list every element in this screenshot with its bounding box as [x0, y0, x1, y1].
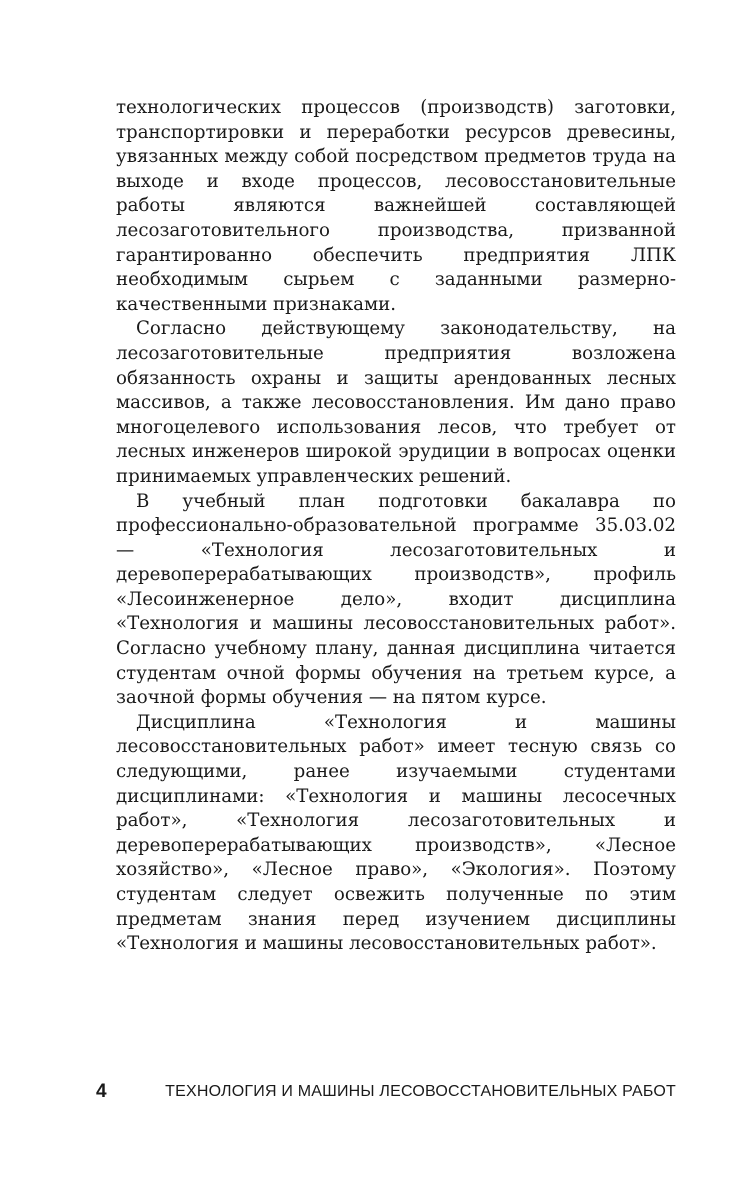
- page-footer: [96, 1078, 676, 1106]
- body-text: [116, 96, 676, 957]
- page-number: 4: [96, 1081, 107, 1102]
- running-head: ТЕХНОЛОГИЯ И МАШИНЫ ЛЕСОВОССТАНОВИТЕЛЬНЫХ РАБОТ: [165, 1083, 676, 1100]
- paragraph-continuation: технологических процессов (производств) заготовки, транспортировки и переработки ресурсов древесины, увязанных между собой посредством предметов труда на выходе и входе процессов, лесовосстановительные работы являются важнейшей составляющей лесозаготовительного производства, призванной гарантированно обеспечить предприятия ЛПК необходимым сырьем с заданными размерно-качественными признаками.: [116, 97, 676, 315]
- paragraph-related-disciplines: Дисциплина «Технология и машины лесовосстановительных работ» имеет тесную связь со следующими, ранее изучаемыми студентами дисциплинами: «Технология и машины лесосечных работ», «Технология лесозаготовительных и деревоперерабатывающих производств», «Лесное хозяйство», «Лесное право», «Экология». Поэтому студентам следует освежить полученные по этим предметам знания перед изучением дисциплины «Технология и машины лесовосстановительных работ».: [116, 711, 676, 955]
- paragraph-curriculum: В учебный план подготовки бакалавра по профессионально-образовательной программе 35.03.02 — «Технология лесозаготовительных и деревоперерабатывающих производств», профиль «Лесоинженерное дело», входит дисциплина «Технология и машины лесовосстановительных работ». Согласно учебному плану, данная дисциплина читается студентам очной формы обучения на третьем курсе, а заочной формы обучения — на пятом курсе.: [116, 490, 676, 709]
- paragraph-legislation: Согласно действующему законодательству, на лесозаготовительные предприятия возложена обязанность охраны и защиты арендованных лесных массивов, а также лесовосстановления. Им дано право многоцелевого использования лесов, что требует от лесных инженеров широкой эрудиции в вопросах оценки принимаемых управленческих решений.: [116, 318, 676, 487]
